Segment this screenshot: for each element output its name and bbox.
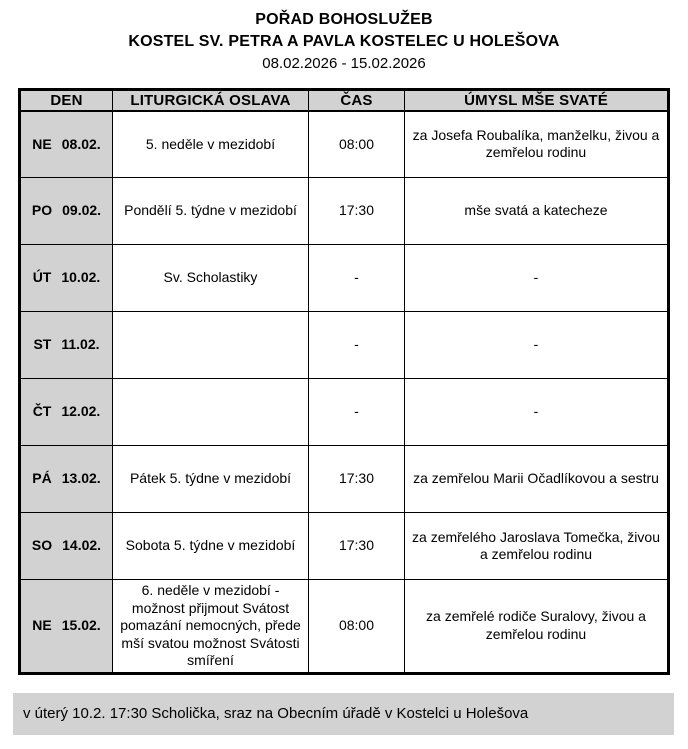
day-cell (20, 111, 113, 178)
intention-cell: za Josefa Roubalíka, manželku, živou a zemřelou rodinu (405, 111, 669, 178)
time-cell: 17:30 (309, 513, 405, 580)
table-row (20, 379, 669, 446)
day-cell (20, 178, 113, 245)
time-cell: 08:00 (309, 580, 405, 674)
document-header (0, 0, 688, 75)
day-abbr: ST (33, 336, 52, 353)
intention-cell: za zemřelé rodiče Suralovy, živou a zemřelou rodinu (405, 580, 669, 674)
day-date: 13.02. (61, 470, 101, 487)
intention-cell: - (405, 312, 669, 379)
celebration-cell (113, 379, 309, 446)
celebration-cell: 6. neděle v mezidobí - možnost přijmout Svátost pomazání nemocných, přede mší svatou možnost Svátosti smíření (113, 580, 309, 674)
day-date: 11.02. (61, 336, 100, 353)
day-cell (20, 580, 113, 674)
day-date: 14.02. (62, 537, 102, 554)
day-abbr: SO (31, 537, 53, 554)
column-header-den: DEN (20, 90, 113, 111)
column-header-liturgicka-oslava: LITURGICKÁ OSLAVA (113, 90, 309, 111)
intention-cell: mše svatá a katecheze (405, 178, 669, 245)
table-row (20, 312, 669, 379)
day-date: 15.02. (61, 617, 101, 633)
table-row (20, 245, 669, 312)
time-cell: 08:00 (309, 111, 405, 178)
intention-cell: - (405, 245, 669, 312)
time-cell: - (309, 245, 405, 312)
day-abbr: ÚT (32, 269, 52, 286)
time-cell: - (309, 312, 405, 379)
column-header-cas: ČAS (309, 90, 405, 111)
time-cell: 17:30 (309, 178, 405, 245)
column-header-umysl-mse-svate: ÚMYSL MŠE SVATÉ (405, 90, 669, 111)
celebration-cell: Sv. Scholastiky (113, 245, 309, 312)
table-header-row (20, 90, 669, 111)
table-row (20, 580, 669, 674)
day-cell (20, 446, 113, 513)
day-cell (20, 245, 113, 312)
table-row (20, 111, 669, 178)
celebration-cell (113, 312, 309, 379)
day-date: 09.02. (62, 202, 102, 219)
day-cell (20, 513, 113, 580)
celebration-cell: 5. neděle v mezidobí (113, 111, 309, 178)
time-cell: 17:30 (309, 446, 405, 513)
day-cell (20, 312, 113, 379)
table-body (20, 111, 669, 674)
footer-note-bar (13, 693, 674, 735)
church-name: KOSTEL SV. PETRA A PAVLA KOSTELEC U HOLEŠOVA (128, 33, 560, 50)
celebration-cell: Pátek 5. týdne v mezidobí (113, 446, 309, 513)
intention-cell: za zemřelou Marii Očadlíkovou a sestru (405, 446, 669, 513)
schedule-table (18, 88, 670, 675)
day-date: 08.02. (61, 135, 101, 152)
table-row (20, 513, 669, 580)
table-row (20, 178, 669, 245)
day-date: 10.02. (61, 269, 101, 286)
celebration-cell: Sobota 5. týdne v mezidobí (113, 513, 309, 580)
day-abbr: ČT (32, 403, 52, 420)
day-abbr: NE (32, 617, 52, 633)
intention-cell: - (405, 379, 669, 446)
day-abbr: PO (31, 202, 53, 219)
intention-cell: za zemřelého Jaroslava Tomečka, živou a zemřelou rodinu (405, 513, 669, 580)
day-abbr: NE (32, 135, 52, 152)
day-abbr: PÁ (32, 470, 52, 487)
day-cell (20, 379, 113, 446)
celebration-cell: Pondělí 5. týdne v mezidobí (113, 178, 309, 245)
day-date: 12.02. (61, 403, 101, 420)
footer-note-text: v úterý 10.2. 17:30 Scholička, sraz na Obecním úřadě v Kostelci u Holešova (23, 705, 529, 722)
table-row (20, 446, 669, 513)
page-title: POŘAD BOHOSLUŽEB (255, 11, 433, 28)
time-cell: - (309, 379, 405, 446)
date-range: 08.02.2026 - 15.02.2026 (262, 55, 426, 72)
